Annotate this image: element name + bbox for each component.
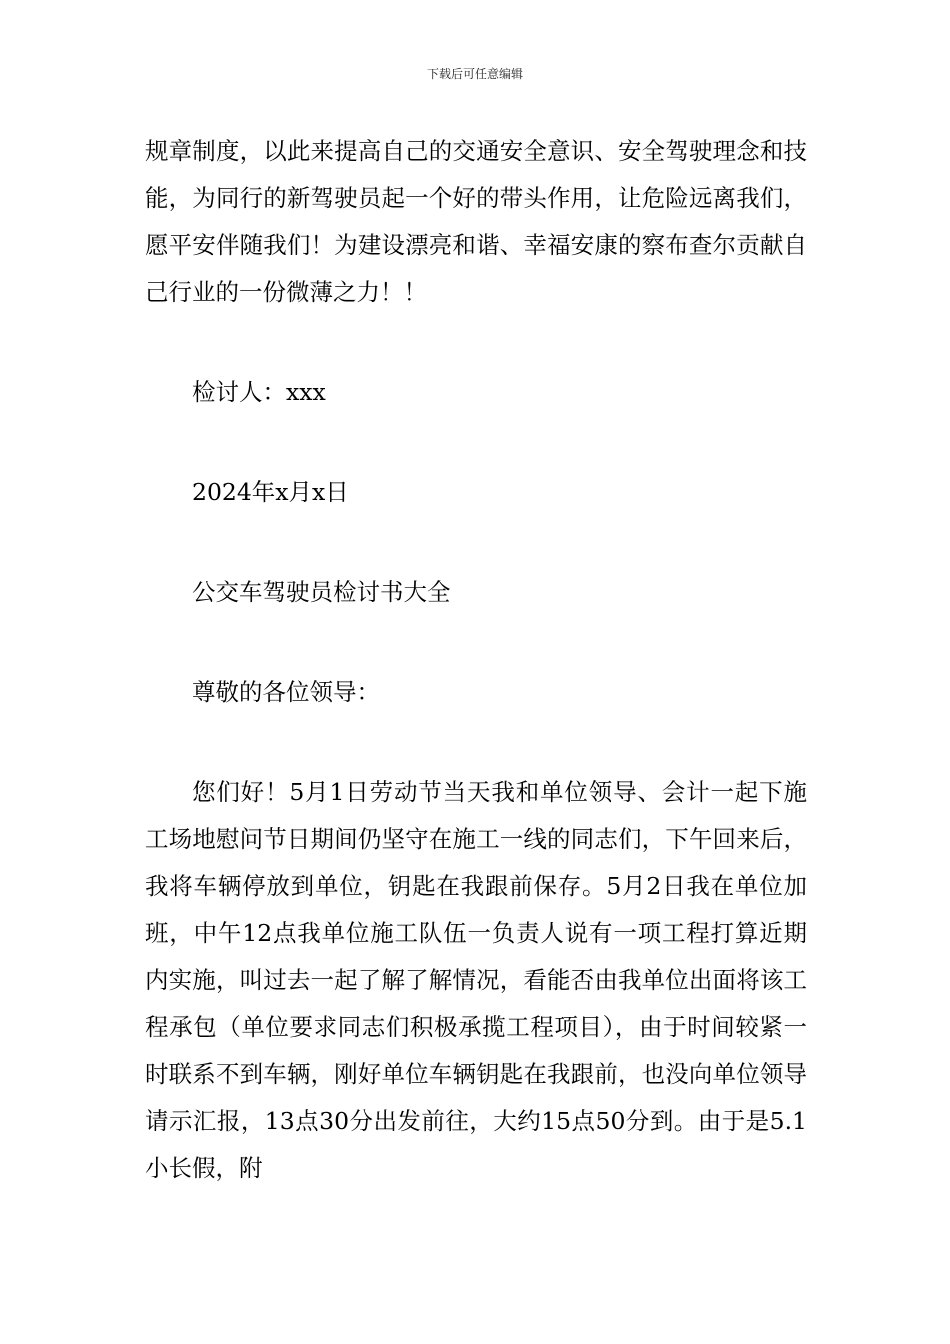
main-paragraph: 您们好！5月1日劳动节当天我和单位领导、会计一起下施工场地慰问节日期间仍坚守在施工一线的同志们，下午回来后，我将车辆停放到单位，钥匙在我跟前保存。5月2日我在单位加班，中午12点我单位施工队伍一负责人说有一项工程打算近期内实施，叫过去一起了解了解情况，看能否由我单位出面将该工程承包（单位要求同志们积极承揽工程项目），由于时间较紧一时联系不到车辆，刚好单位车辆钥匙在我跟前，也没向单位领导请示汇报，13点30分出发前往，大约15点50分到。由于是5.1小长假，附 [145,778,807,1182]
continued-paragraph: 规章制度，以此来提高自己的交通安全意识、安全驾驶理念和技能，为同行的新驾驶员起一个好的带头作用，让危险远离我们，愿平安伴随我们！为建设漂亮和谐、幸福安康的察布查尔贡献自己行业的一份微薄之力！！ [145,137,807,306]
page-header-note: 下载后可任意编辑 [426,67,523,81]
salutation: 尊敬的各位领导： [192,678,380,706]
article-title: 公交车驾驶员检讨书大全 [192,578,451,606]
date-line: 2024年x月x日 [192,478,349,506]
document-body [145,128,807,1192]
signature-line: 检讨人：xxx [192,378,326,406]
